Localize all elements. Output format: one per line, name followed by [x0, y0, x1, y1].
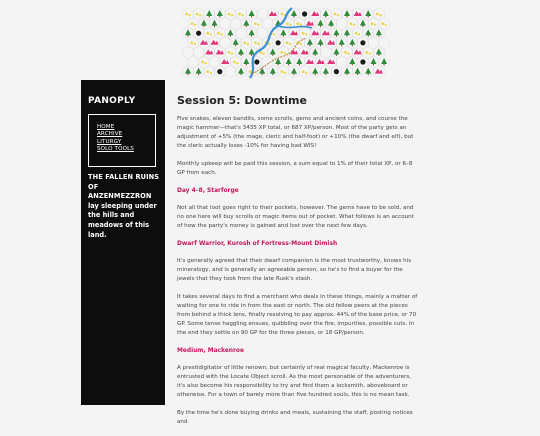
meadow-icon — [257, 43, 259, 45]
meadow-icon — [210, 33, 212, 35]
meadow-icon — [220, 33, 222, 35]
meadow-icon — [233, 61, 236, 64]
tree-icon — [196, 68, 202, 74]
tree-icon — [365, 68, 371, 74]
dark-tree-icon — [254, 59, 259, 64]
mountain-icon — [311, 11, 319, 16]
tree-trunk — [347, 74, 348, 76]
tree-icon — [360, 20, 366, 26]
tree-icon — [259, 68, 265, 74]
mountain-icon — [211, 40, 219, 45]
tree-trunk — [347, 16, 348, 18]
tree-icon — [201, 20, 207, 26]
tree-icon — [212, 20, 218, 26]
meadow-icon — [353, 24, 355, 26]
tree-trunk — [325, 74, 326, 76]
tree-trunk — [341, 45, 342, 47]
tree-icon — [333, 29, 339, 35]
blurb-line: ANZENMEZZRON — [88, 192, 152, 201]
mountain-icon — [200, 40, 208, 45]
meadow-icon — [344, 51, 347, 54]
tree-trunk — [241, 74, 242, 76]
tree-icon — [227, 29, 233, 35]
tree-trunk — [362, 26, 363, 28]
post-paragraph: It's generally agreed that their dwarf companion is the most trustworthy, knows his mineralogy, and is generally an agreeable person, so he's to find a buyer for the jewels that they took from the late Rusk's stash. — [177, 258, 412, 282]
tree-icon — [291, 10, 297, 16]
mountain-icon — [306, 59, 314, 64]
nav-link-solo-tools[interactable]: SOLO TOOLS — [97, 146, 134, 153]
meadow-icon — [355, 32, 358, 35]
tree-icon — [318, 39, 324, 45]
post-title: Session 5: Downtime — [177, 94, 307, 107]
post-paragraph: Monthly upkeep will be paid this session, a sum equal to 1% of their total XP, or 6–8 GP from each. — [177, 161, 413, 176]
mountain-icon — [221, 59, 229, 64]
tree-trunk — [315, 54, 316, 56]
meadow-icon — [305, 33, 307, 35]
meadow-icon — [199, 14, 201, 16]
tree-icon — [381, 58, 387, 64]
tree-icon — [318, 20, 324, 26]
meadow-icon — [247, 43, 249, 45]
dark-tree-icon — [360, 59, 365, 64]
tree-trunk — [378, 35, 379, 37]
hex-map-illustration — [180, 8, 380, 80]
tree-trunk — [331, 26, 332, 28]
section-heading: Medium, Mackenroe — [177, 348, 244, 354]
meadow-icon — [243, 41, 246, 44]
tree-icon — [270, 48, 276, 54]
tree-trunk — [368, 16, 369, 18]
meadow-icon — [305, 72, 307, 74]
mountain-icon — [290, 30, 298, 35]
meadow-icon — [206, 70, 209, 73]
meadow-icon — [349, 22, 352, 25]
tree-trunk — [299, 64, 300, 66]
tree-trunk — [209, 16, 210, 18]
mountain-icon — [322, 30, 330, 35]
tree-trunk — [320, 45, 321, 47]
tree-icon — [312, 68, 318, 74]
meadow-icon — [281, 51, 284, 54]
meadow-icon — [369, 52, 371, 54]
post-paragraph: By the time he's done buying drinks and meals, sustaining the staff, posting notices and — [177, 410, 413, 425]
tree-icon — [280, 29, 286, 35]
tree-trunk — [251, 35, 252, 37]
tree-trunk — [272, 74, 273, 76]
meadow-icon — [257, 24, 259, 26]
sidebar-blurb — [88, 173, 164, 240]
dark-tree-icon — [217, 69, 222, 74]
blurb-line: the hills and — [88, 211, 135, 220]
hex-map-banner — [180, 8, 380, 80]
meadow-icon — [190, 41, 193, 44]
river-path — [278, 26, 312, 28]
tree-trunk — [241, 54, 242, 56]
tree-icon — [206, 10, 212, 16]
meadow-icon — [194, 24, 196, 26]
meadow-icon — [302, 32, 305, 35]
tree-icon — [355, 68, 361, 74]
meadow-icon — [263, 52, 265, 54]
meadow-icon — [284, 52, 286, 54]
meadow-icon — [289, 43, 291, 45]
tree-icon — [296, 58, 302, 64]
tree-icon — [238, 68, 244, 74]
meadow-icon — [249, 70, 252, 73]
tree-trunk — [309, 45, 310, 47]
tree-icon — [312, 48, 318, 54]
tree-icon — [270, 68, 276, 74]
meadow-icon — [228, 51, 231, 54]
meadow-icon — [204, 62, 206, 64]
nav-link-home[interactable]: HOME — [97, 124, 115, 130]
tree-icon — [307, 39, 313, 45]
meadow-icon — [300, 24, 302, 26]
meadow-icon — [381, 22, 384, 25]
section-heading: Day 4–8, Starforge — [177, 188, 239, 194]
dark-tree-icon — [196, 31, 201, 36]
tree-trunk — [203, 26, 204, 28]
meadow-icon — [376, 13, 379, 16]
tree-icon — [233, 39, 239, 45]
meadow-icon — [201, 61, 204, 64]
tree-icon — [323, 10, 329, 16]
tree-icon — [349, 58, 355, 64]
tree-icon — [185, 68, 191, 74]
tree-trunk — [272, 54, 273, 56]
tree-trunk — [294, 74, 295, 76]
tree-trunk — [378, 54, 379, 56]
meadow-icon — [228, 13, 231, 16]
tree-trunk — [384, 64, 385, 66]
mountain-icon — [311, 30, 319, 35]
meadow-icon — [296, 22, 299, 25]
tree-icon — [249, 29, 255, 35]
meadow-icon — [210, 72, 212, 74]
tree-trunk — [235, 45, 236, 47]
tree-trunk — [198, 74, 199, 76]
post-paragraph: Five snakes, eleven bandits, some scrolls, gems and ancient coins, and course the magic hammer—that's 3435 XP total, or 687 XP/person. Most of the party gets an adjustment of +5% (the mage, cleric and half-foot) or +10% (the dwarf and elf), but the cleric actually loses -10% for having bad WIS! — [177, 116, 414, 149]
meadow-icon — [217, 32, 220, 35]
meadow-icon — [337, 14, 339, 16]
tree-trunk — [278, 64, 279, 66]
tree-icon — [371, 58, 377, 64]
tree-trunk — [288, 64, 289, 66]
nav-menu — [88, 114, 156, 167]
tree-icon — [286, 58, 292, 64]
meadow-icon — [374, 24, 376, 26]
mountain-icon — [306, 21, 314, 26]
tree-icon — [243, 58, 249, 64]
blurb-line: OF — [88, 182, 99, 191]
tree-icon — [291, 68, 297, 74]
meadow-icon — [241, 14, 243, 16]
tree-icon — [323, 68, 329, 74]
meadow-icon — [358, 33, 360, 35]
tree-trunk — [368, 74, 369, 76]
tree-trunk — [325, 16, 326, 18]
meadow-icon — [289, 24, 291, 26]
meadow-icon — [206, 32, 209, 35]
meadow-icon — [379, 14, 381, 16]
mountain-icon — [317, 59, 325, 64]
tree-icon — [344, 10, 350, 16]
meadow-icon — [300, 43, 302, 45]
post-content — [177, 94, 420, 436]
tree-trunk — [336, 54, 337, 56]
dark-tree-icon — [302, 11, 307, 16]
meadow-icon — [254, 41, 257, 44]
meadow-icon — [302, 70, 305, 73]
tree-trunk — [373, 64, 374, 66]
meadow-icon — [281, 70, 284, 73]
blurb-line: land. — [88, 230, 107, 239]
post-paragraph: It takes several days to find a merchant who deals in these things, mainly a matter of waiting for one to ride in from the east or north. The old fellow peers at the pieces from behind a thick lens, finally resolving to pay approx. 44% of the base price, or 70 GP. Some tense haggling ensues, quibbling over the fire, impurities, possible cuts. In the end they settle on 90 GP for the three pieces, or 18 GP/person. — [177, 294, 418, 336]
meadow-icon — [273, 33, 275, 35]
dark-tree-icon — [276, 40, 281, 45]
tree-trunk — [368, 35, 369, 37]
tree-trunk — [315, 74, 316, 76]
site-title[interactable]: PANOPLY — [88, 96, 136, 106]
meadow-icon — [231, 14, 233, 16]
tree-icon — [349, 39, 355, 45]
post-paragraph: A prestidigitator of little renown, but certainly of real magical faculty, Mackenroe is entrusted with the Locate Object scroll. As the most personable of the adventurers, it's also become his responsibility to try and find them a locksmith, aboveboard or otherwise. For a town of barely more than five hundred souls, this is no mean task. — [177, 365, 412, 398]
tree-trunk — [262, 74, 263, 76]
dark-tree-icon — [360, 40, 365, 45]
tree-icon — [376, 48, 382, 54]
mountain-icon — [375, 69, 383, 74]
tree-trunk — [246, 64, 247, 66]
mountain-icon — [354, 49, 362, 54]
meadow-icon — [334, 13, 337, 16]
mountain-icon — [327, 40, 335, 45]
mountain-icon — [269, 11, 277, 16]
tree-icon — [249, 48, 255, 54]
post-paragraph: Not all that loot goes right to their pockets, however. The gems have to be sold, and no one here will buy scrolls or magic items out of pocket. What follows is an account of how the party's money is gained and lost over the next few days. — [177, 205, 414, 229]
meadow-icon — [281, 13, 284, 16]
mountain-icon — [301, 49, 309, 54]
meadow-icon — [254, 22, 257, 25]
meadow-icon — [188, 14, 190, 16]
tree-icon — [249, 10, 255, 16]
tree-trunk — [357, 74, 358, 76]
blurb-line: meadows of this — [88, 220, 150, 229]
meadow-icon — [196, 13, 199, 16]
tree-trunk — [188, 35, 189, 37]
tree-icon — [328, 20, 334, 26]
tree-trunk — [320, 26, 321, 28]
meadow-icon — [286, 41, 289, 44]
nav-link-archive[interactable]: ARCHIVE — [97, 131, 123, 138]
mountain-icon — [327, 59, 335, 64]
mountain-icon — [216, 49, 224, 54]
tree-icon — [365, 10, 371, 16]
mountain-icon — [205, 49, 213, 54]
tree-trunk — [294, 16, 295, 18]
tree-trunk — [230, 35, 231, 37]
tree-trunk — [214, 26, 215, 28]
meadow-icon — [385, 24, 387, 26]
tree-trunk — [352, 64, 353, 66]
meadow-icon — [190, 22, 193, 25]
mountain-icon — [354, 11, 362, 16]
meadow-icon — [268, 43, 270, 45]
tree-trunk — [251, 54, 252, 56]
tree-trunk — [251, 16, 252, 18]
sidebar — [81, 80, 165, 405]
tree-trunk — [219, 16, 220, 18]
tree-trunk — [347, 35, 348, 37]
blurb-line: lay sleeping under — [88, 201, 157, 210]
meadow-icon — [194, 43, 196, 45]
nav-link-liturgy[interactable]: LITURGY — [97, 138, 122, 145]
dark-tree-icon — [334, 69, 339, 74]
tree-icon — [217, 10, 223, 16]
tree-icon — [344, 29, 350, 35]
tree-icon — [376, 29, 382, 35]
tree-icon — [185, 29, 191, 35]
tree-trunk — [246, 26, 247, 28]
tree-icon — [365, 29, 371, 35]
meadow-icon — [284, 72, 286, 74]
tree-trunk — [336, 35, 337, 37]
tree-icon — [243, 20, 249, 26]
tree-icon — [238, 48, 244, 54]
section-heading: Dwarf Warrior, Kurosh of Fortress-Mount Dimish — [177, 241, 338, 247]
meadow-icon — [365, 51, 368, 54]
meadow-icon — [347, 52, 349, 54]
meadow-icon — [371, 22, 374, 25]
meadow-icon — [238, 13, 241, 16]
meadow-icon — [185, 13, 188, 16]
tree-trunk — [283, 35, 284, 37]
tree-icon — [333, 48, 339, 54]
tree-icon — [339, 39, 345, 45]
tree-trunk — [352, 45, 353, 47]
meadow-icon — [231, 52, 233, 54]
blurb-line: THE FALLEN RUINS — [88, 173, 160, 181]
tree-icon — [344, 68, 350, 74]
meadow-icon — [236, 62, 238, 64]
meadow-icon — [286, 22, 289, 25]
tree-trunk — [188, 74, 189, 76]
